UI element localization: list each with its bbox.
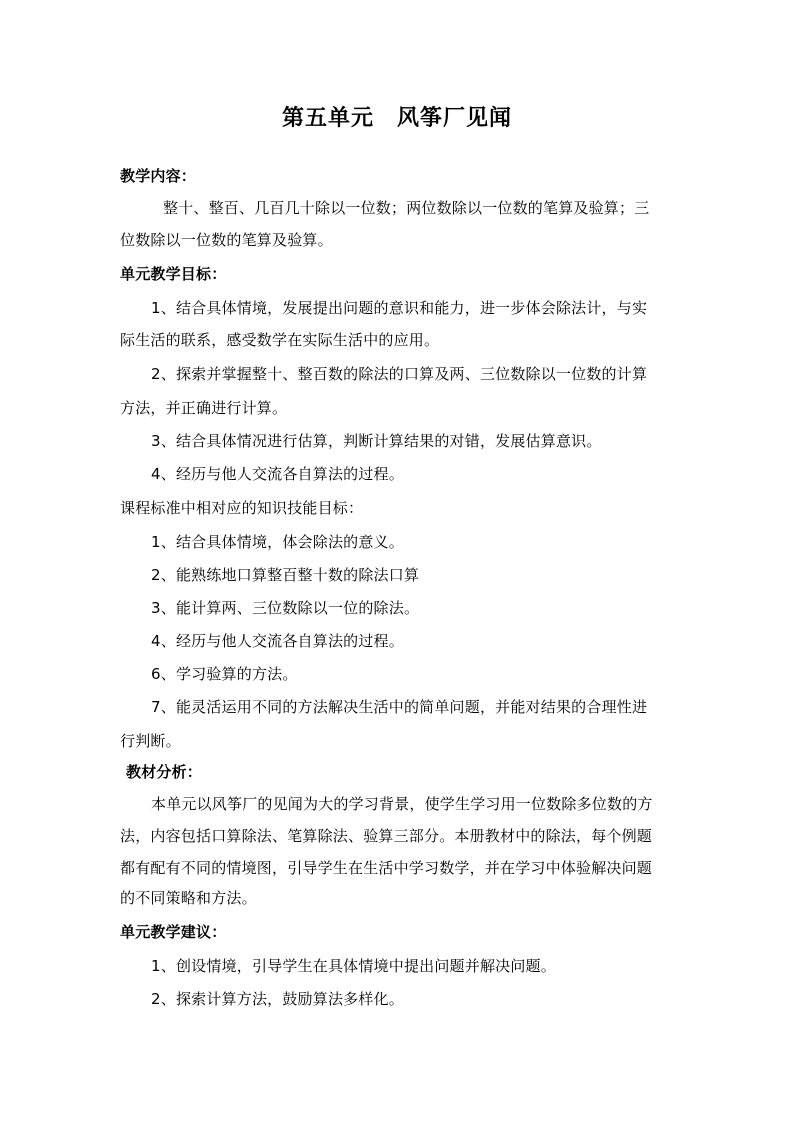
goal-item-2-line-1: 2、探索并掌握整十、整百数的除法的口算及两、三位数除以一位数的计算 [151, 365, 648, 383]
standard-item-6: 6、学习验算的方法。 [151, 665, 298, 683]
suggestion-item-2: 2、探索计算方法，鼓励算法多样化。 [151, 990, 404, 1008]
section-heading-analysis: 教材分析： [126, 763, 203, 781]
section-heading-suggestions: 单元教学建议： [120, 923, 227, 941]
analysis-line-2: 法，内容包括口算除法、笔算除法、验算三部分。本册教材中的除法，每个例题 [120, 827, 653, 845]
goal-item-2-line-2: 方法，并正确进行计算。 [120, 399, 288, 417]
analysis-line-3: 都有配有不同的情境图，引导学生在生活中学习数学，并在学习中体验解决问题 [120, 859, 653, 877]
section-heading-goals: 单元教学目标： [120, 265, 227, 283]
page-title: 第五单元 风筝厂见闻 [281, 105, 512, 131]
goal-item-1-line-1: 1、结合具体情境，发展提出问题的意识和能力，进一步体会除法计，与实 [151, 299, 648, 317]
goal-item-4: 4、经历与他人交流各自算法的过程。 [151, 465, 404, 483]
goal-item-3: 3、结合具体情况进行估算，判断计算结果的对错，发展估算意识。 [151, 432, 602, 450]
standard-item-7-line-1: 7、能灵活运用不同的方法解决生活中的简单问题，并能对结果的合理性进 [151, 698, 648, 716]
standard-item-3: 3、能计算两、三位数除以一位的除法。 [151, 599, 420, 617]
section-heading-content: 教学内容： [120, 167, 197, 185]
suggestion-item-1: 1、创设情境，引导学生在具体情境中提出问题并解决问题。 [151, 957, 556, 975]
standard-item-4: 4、经历与他人交流各自算法的过程。 [151, 632, 404, 650]
analysis-line-1: 本单元以风筝厂的见闻为大的学习背景，使学生学习用一位数除多位数的方 [151, 795, 653, 813]
section-heading-standards: 课程标准中相对应的知识技能目标： [120, 499, 364, 517]
analysis-line-4: 的不同策略和方法。 [120, 889, 257, 907]
standard-item-7-line-2: 行判断。 [120, 732, 181, 750]
standard-item-1: 1、结合具体情境，体会除法的意义。 [151, 533, 404, 551]
goal-item-1-line-2: 际生活的联系，感受数学在实际生活中的应用。 [120, 331, 440, 349]
standard-item-2: 2、能熟练地口算整百整十数的除法口算 [151, 566, 420, 584]
content-line-1: 整十、整百、几百几十除以一位数；两位数除以一位数的笔算及验算；三 [163, 199, 650, 217]
content-line-2: 位数除以一位数的笔算及验算。 [120, 231, 333, 249]
